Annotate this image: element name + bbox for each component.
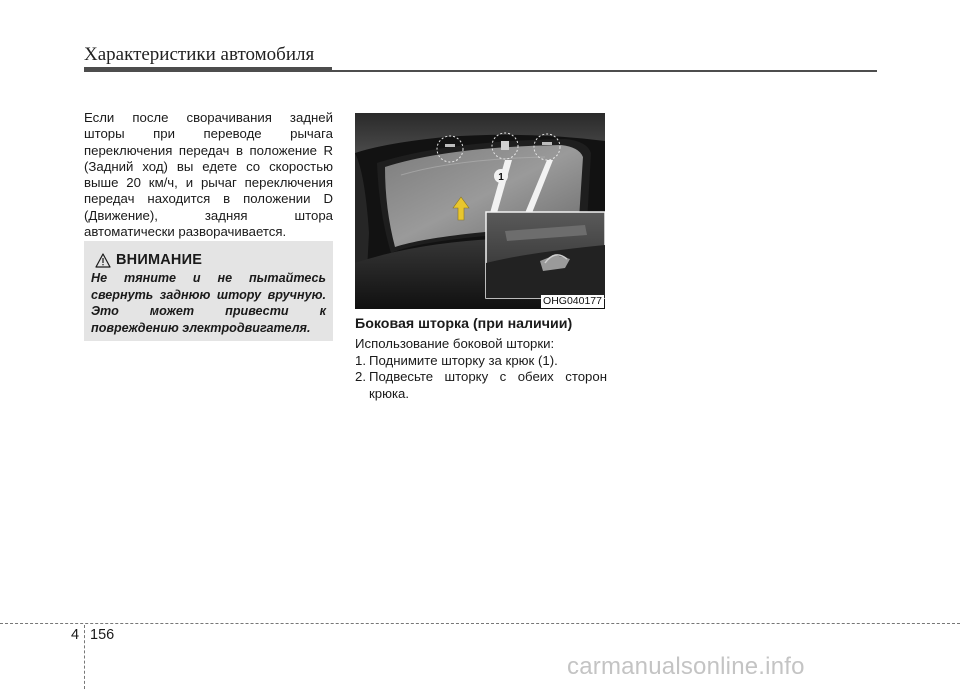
side-curtain-heading: Боковая шторка (при наличии) <box>355 316 573 332</box>
warning-box <box>84 241 333 341</box>
header-rule-thick <box>84 67 332 72</box>
step-number: 2. <box>355 369 366 385</box>
warning-title: ВНИМАНИЕ <box>116 252 203 268</box>
list-item <box>355 369 607 402</box>
footer-divider <box>84 625 85 689</box>
list-item <box>355 353 607 369</box>
watermark: carmanualsonline.info <box>567 653 805 680</box>
step-text: Подвесьте шторку с обеих сторон крюка. <box>369 369 607 401</box>
chapter-number: 4 <box>71 627 80 643</box>
callout-1: 1 <box>498 172 504 183</box>
page-number: 156 <box>90 627 115 643</box>
body-paragraph: Если после сворачивания задней шторы при переводе рычага переключения передач в положение R (Задний ход) вы едете со скоростью выше 20 км/ч, и рычаг переключения передач находится в положении D (Движение), задняя штора автоматически разворачивается. <box>84 110 333 240</box>
step-text: Поднимите шторку за крюк (1). <box>369 353 558 368</box>
warning-triangle-icon <box>95 253 111 268</box>
side-curtain-intro: Использование боковой шторки: <box>355 336 555 351</box>
step-number: 1. <box>355 353 366 368</box>
warning-header <box>95 252 326 268</box>
rear-curtain-figure <box>355 113 605 309</box>
footer-rule <box>0 623 960 624</box>
section-title: Характеристики автомобиля <box>84 44 315 65</box>
side-curtain-steps <box>355 353 607 402</box>
figure-code: OHG040177 <box>543 295 602 307</box>
header-rule-thin <box>332 70 877 72</box>
warning-text: Не тяните и не пытайтесь свернуть заднюю штору вручную. Это может привести к повреждению электродвигателя. <box>91 271 326 335</box>
